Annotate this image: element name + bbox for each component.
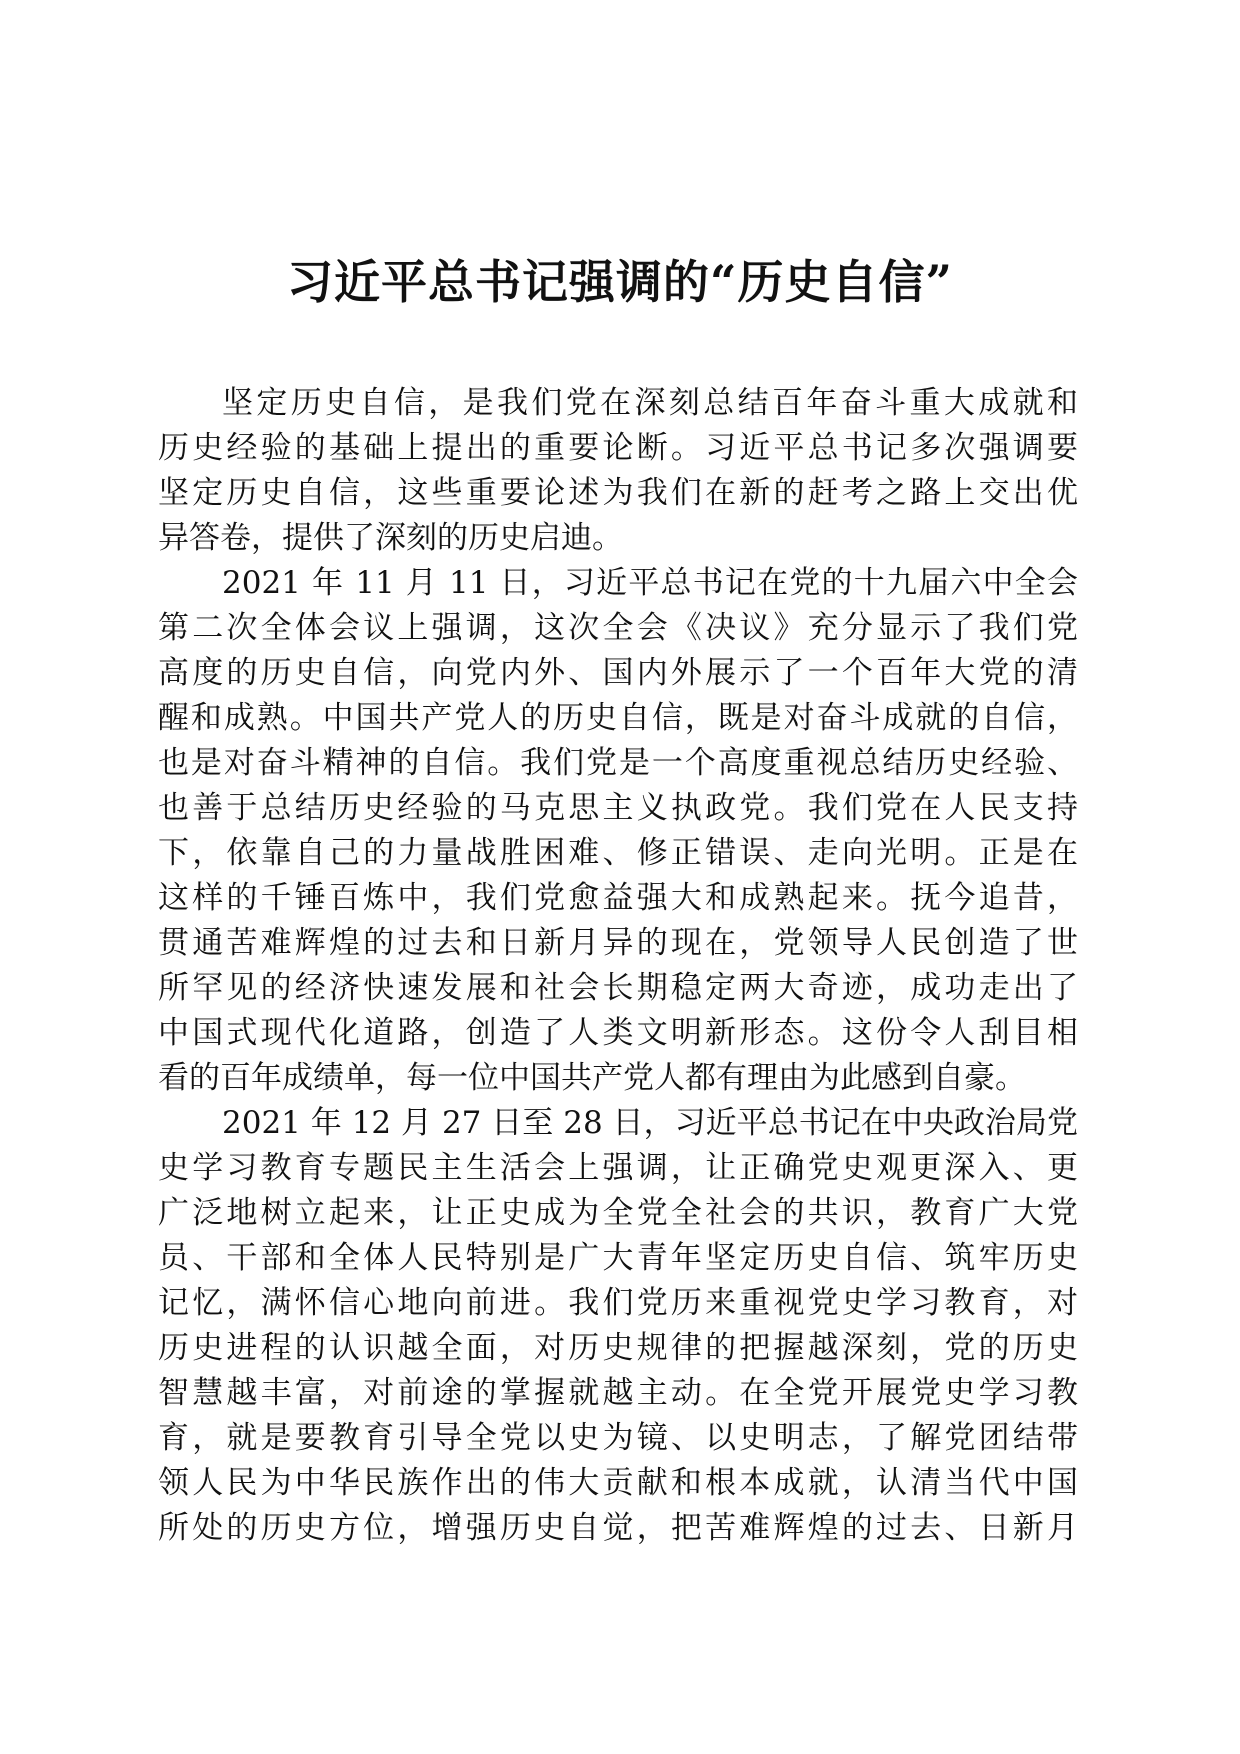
paragraph-1: [158, 381, 1078, 561]
text-line: 史学习教育专题民主生活会上强调，让正确党史观更深入、更: [158, 1150, 1078, 1186]
document-body: [158, 381, 1078, 1551]
text-line: 也是对奋斗精神的自信。我们党是一个高度重视总结历史经验、: [158, 745, 1078, 781]
text-line: 智慧越丰富，对前途的掌握就越主动。在全党开展党史学习教: [158, 1375, 1078, 1411]
text-line: 高度的历史自信，向党内外、国内外展示了一个百年大党的清: [158, 655, 1078, 691]
text-line: 异答卷，提供了深刻的历史启迪。: [158, 520, 623, 556]
text-line: 看的百年成绩单，每一位中国共产党人都有理由为此感到自豪。: [158, 1060, 1026, 1096]
text-line: 领人民为中华民族作出的伟大贡献和根本成就，认清当代中国: [158, 1465, 1078, 1501]
text-line: 历史经验的基础上提出的重要论断。习近平总书记多次强调要: [158, 430, 1078, 466]
text-line: 贯通苦难辉煌的过去和日新月异的现在，党领导人民创造了世: [158, 925, 1078, 961]
text-line: 育，就是要教育引导全党以史为镜、以史明志，了解党团结带: [158, 1420, 1078, 1456]
text-line: 员、干部和全体人民特别是广大青年坚定历史自信、筑牢历史: [158, 1240, 1078, 1276]
text-line: 也善于总结历史经验的马克思主义执政党。我们党在人民支持: [158, 790, 1078, 826]
text-line: 坚定历史自信，是我们党在深刻总结百年奋斗重大成就和: [222, 385, 1078, 421]
text-line: 醒和成熟。中国共产党人的历史自信，既是对奋斗成就的自信，: [158, 700, 1078, 736]
paragraph-2: [158, 561, 1078, 1101]
text-line: 2021 年 11 月 11 日，习近平总书记在党的十九届六中全会: [222, 565, 1078, 601]
text-line: 第二次全体会议上强调，这次全会《决议》充分显示了我们党: [158, 610, 1078, 646]
paragraph-3: [158, 1101, 1078, 1551]
text-line: 坚定历史自信，这些重要论述为我们在新的赶考之路上交出优: [158, 475, 1078, 511]
text-line: 2021 年 12 月 27 日至 28 日，习近平总书记在中央政治局党: [222, 1105, 1078, 1141]
text-line: 广泛地树立起来，让正史成为全党全社会的共识，教育广大党: [158, 1195, 1078, 1231]
text-line: 所处的历史方位，增强历史自觉，把苦难辉煌的过去、日新月: [158, 1510, 1078, 1546]
document-title: 习近平总书记强调的“历史自信”: [287, 255, 953, 309]
text-line: 记忆，满怀信心地向前进。我们党历来重视党史学习教育，对: [158, 1285, 1078, 1321]
text-line: 这样的千锤百炼中，我们党愈益强大和成熟起来。抚今追昔，: [158, 880, 1078, 916]
text-line: 中国式现代化道路，创造了人类文明新形态。这份令人刮目相: [158, 1015, 1078, 1051]
text-line: 历史进程的认识越全面，对历史规律的把握越深刻，党的历史: [158, 1330, 1078, 1366]
text-line: 所罕见的经济快速发展和社会长期稳定两大奇迹，成功走出了: [158, 970, 1078, 1006]
text-line: 下，依靠自己的力量战胜困难、修正错误、走向光明。正是在: [158, 835, 1078, 871]
